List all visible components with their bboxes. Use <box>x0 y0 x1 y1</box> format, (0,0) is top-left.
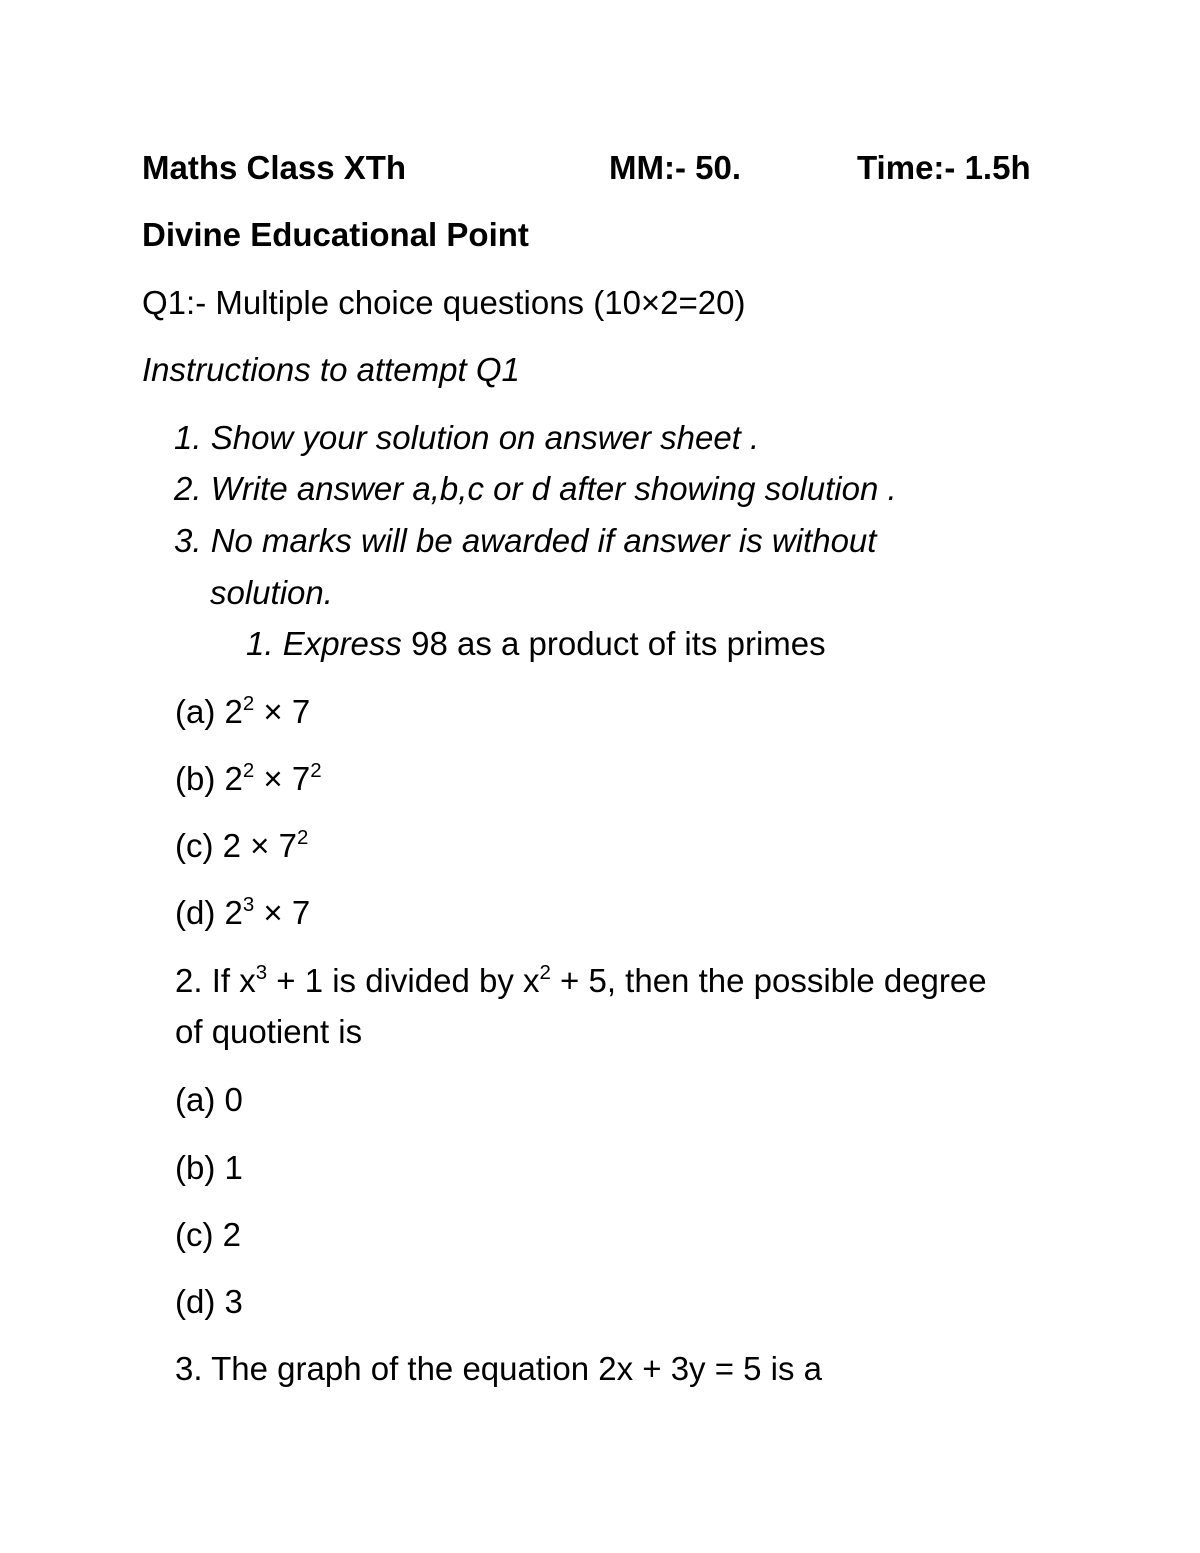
instruction-number: 3. <box>174 522 202 559</box>
option-label: (c) <box>175 827 214 864</box>
option-exponent: 3 <box>242 892 255 916</box>
option-label: (d) <box>175 894 216 931</box>
instruction-text: Write answer a,b,c or d after showing solution . <box>210 470 897 507</box>
option-base: 7 <box>291 760 311 797</box>
option-operator: × <box>241 827 279 864</box>
option-value: 0 <box>224 1081 243 1118</box>
option-operator: × <box>254 693 292 730</box>
institute-name: Divine Educational Point <box>142 216 529 253</box>
option-base: 7 <box>278 827 297 864</box>
instruction-text: Show your solution on answer sheet . <box>210 419 760 456</box>
option-label: (a) <box>175 1081 216 1118</box>
instruction-text: No marks will be awarded if answer is without <box>210 522 877 559</box>
option-b <box>175 759 322 799</box>
exam-subject: Maths Class XTh <box>142 149 407 186</box>
option-operator: × <box>254 894 292 931</box>
option-a <box>175 692 310 732</box>
option-exponent: 2 <box>242 758 255 782</box>
option-label: (c) <box>175 1216 214 1253</box>
question-1 <box>246 624 826 664</box>
question-text: 98 as a product of its primes <box>401 625 826 662</box>
question-text: + 5, then the possible degree <box>550 962 987 999</box>
option-exponent: 2 <box>296 825 309 849</box>
option-label: (b) <box>175 1149 216 1186</box>
instruction-number: 2. <box>174 470 202 507</box>
option-label: (d) <box>175 1283 216 1320</box>
option-value: 2 <box>222 1216 242 1253</box>
question-lead: Express <box>282 625 402 662</box>
max-marks: MM:- 50. <box>609 149 741 186</box>
option-d <box>175 893 310 933</box>
option-base: 2 <box>222 827 242 864</box>
exam-time: Time:- 1.5h <box>857 149 1031 186</box>
instruction-item <box>174 521 876 561</box>
option-label: (a) <box>175 693 216 730</box>
option-base: 7 <box>291 894 311 931</box>
question-exponent: 3 <box>255 960 268 984</box>
option-c <box>175 826 308 866</box>
section-title: Q1:- Multiple choice questions (10×2=20) <box>142 284 746 321</box>
question-number: 2. <box>175 962 203 999</box>
option-base: 2 <box>224 760 243 797</box>
question-2 <box>175 961 987 1001</box>
question-3 <box>175 1349 822 1389</box>
instruction-continuation: solution. <box>210 574 333 611</box>
question-exponent: 2 <box>539 960 551 984</box>
option-base: 2 <box>224 894 243 931</box>
question-number: 1. <box>246 625 274 662</box>
option-value: 1 <box>224 1149 243 1186</box>
instruction-number: 1. <box>174 419 202 456</box>
question-text: + 1 is divided by x <box>267 962 540 999</box>
instructions-heading: Instructions to attempt Q1 <box>142 351 520 388</box>
option-c <box>175 1215 241 1255</box>
option-label: (b) <box>175 760 216 797</box>
question-2-continuation: of quotient is <box>175 1013 363 1050</box>
option-base: 7 <box>291 693 311 730</box>
instruction-item <box>174 418 759 458</box>
option-b <box>175 1148 243 1188</box>
option-d <box>175 1282 243 1322</box>
instruction-item <box>174 469 897 509</box>
option-value: 3 <box>224 1283 243 1320</box>
option-base: 2 <box>224 693 243 730</box>
option-a <box>175 1080 243 1120</box>
option-exponent: 2 <box>310 758 322 782</box>
question-text: The graph of the equation 2x + 3y = 5 is a <box>211 1350 823 1387</box>
option-operator: × <box>254 760 292 797</box>
question-text: If x <box>211 962 256 999</box>
question-number: 3. <box>175 1350 203 1387</box>
option-exponent: 2 <box>242 691 255 715</box>
